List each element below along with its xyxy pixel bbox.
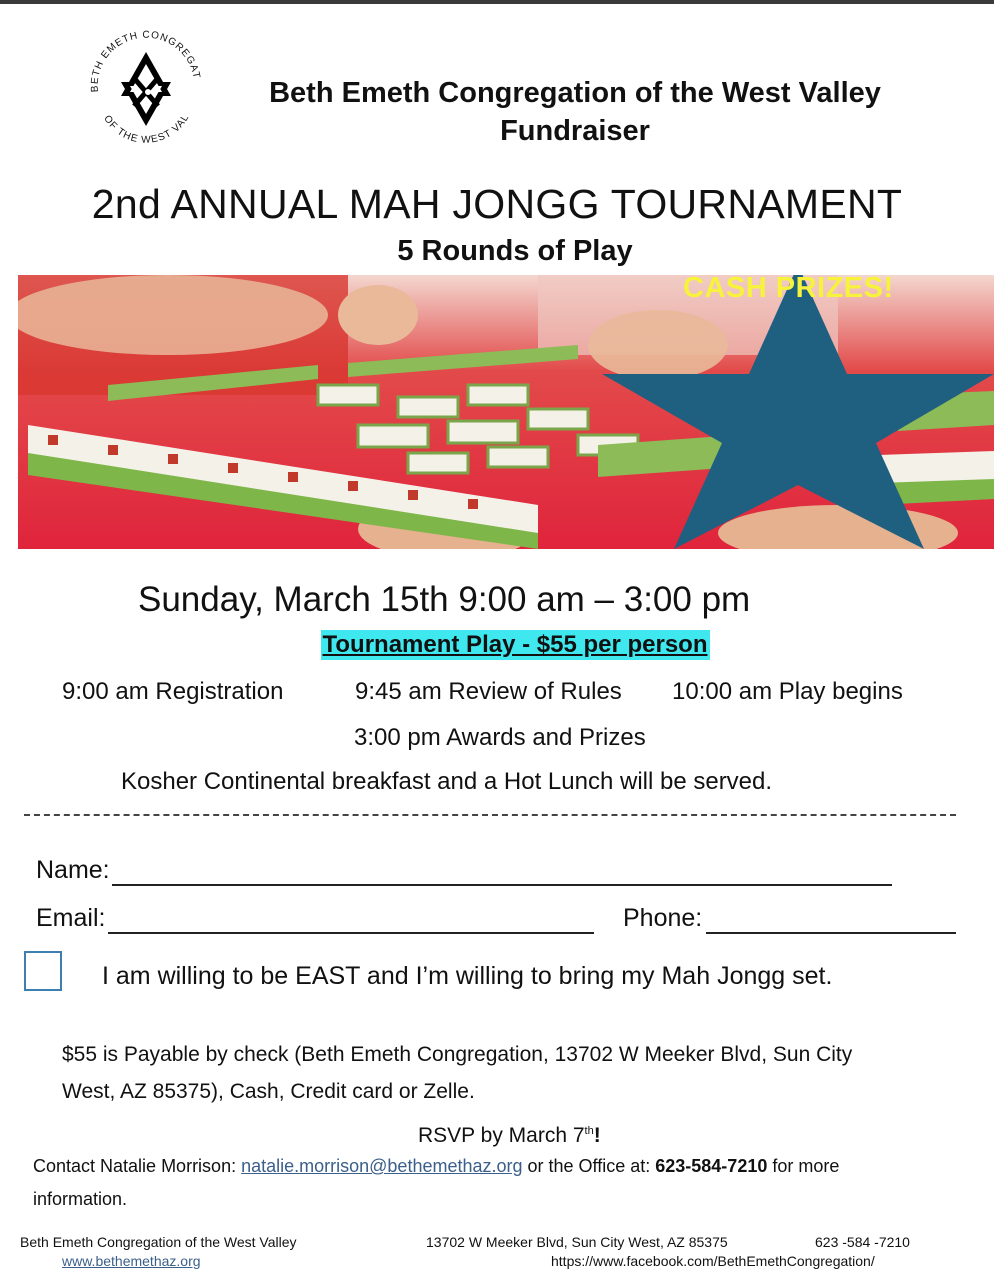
contact-info bbox=[33, 1150, 963, 1216]
rsvp-text: RSVP by March 7 bbox=[418, 1124, 585, 1147]
page-title: 2nd ANNUAL MAH JONGG TOURNAMENT bbox=[91, 181, 903, 227]
name-field[interactable] bbox=[112, 858, 892, 886]
logo-ring-text-bottom: OF THE WEST VAL bbox=[101, 112, 192, 146]
payment-text bbox=[62, 1036, 852, 1110]
food-note: Kosher Continental breakfast and a Hot Lunch will be served. bbox=[121, 768, 773, 795]
schedule-rules: 9:45 am Review of Rules bbox=[355, 678, 622, 705]
schedule-registration: 9:00 am Registration bbox=[62, 678, 284, 705]
payment-line-2: West, AZ 85375), Cash, Credit card or Zelle. bbox=[62, 1080, 475, 1103]
payment-line-1: $55 is Payable by check (Beth Emeth Congregation, 13702 W Meeker Blvd, Sun City bbox=[62, 1043, 853, 1066]
rsvp-exclaim: ! bbox=[593, 1124, 601, 1147]
price-banner-row bbox=[0, 630, 994, 660]
rsvp-superscript: th bbox=[584, 1125, 594, 1137]
email-field[interactable] bbox=[108, 906, 594, 934]
footer-website-link[interactable]: www.bethemethaz.org bbox=[62, 1253, 201, 1269]
logo-ring-text-top: BETH EMETH CONGREGAT bbox=[89, 29, 202, 93]
org-subline: Fundraiser bbox=[500, 115, 650, 147]
east-checkbox-label: I am willing to be EAST and I’m willing to bring my Mah Jongg set. bbox=[102, 962, 833, 990]
footer-org-name: Beth Emeth Congregation of the West Valley bbox=[20, 1234, 297, 1250]
contact-suffix-line-2: information. bbox=[33, 1189, 128, 1209]
price-banner: Tournament Play - $55 per person bbox=[322, 631, 708, 658]
email-label: Email: bbox=[36, 904, 106, 932]
phone-label: Phone: bbox=[623, 904, 703, 932]
rsvp-note bbox=[418, 1113, 601, 1154]
org-header bbox=[225, 74, 925, 150]
schedule-awards: 3:00 pm Awards and Prizes bbox=[354, 724, 646, 751]
contact-email-link[interactable]: natalie.morrison@bethemethaz.org bbox=[241, 1156, 523, 1176]
footer-facebook-link[interactable]: https://www.facebook.com/BethEmethCongregation/ bbox=[551, 1253, 875, 1269]
top-border bbox=[0, 0, 994, 4]
office-phone: 623-584-7210 bbox=[655, 1156, 768, 1176]
schedule-play-begins: 10:00 am Play begins bbox=[672, 678, 903, 705]
event-date-time: Sunday, March 15th 9:00 am – 3:00 pm bbox=[138, 580, 751, 619]
phone-field[interactable] bbox=[706, 906, 956, 934]
footer-address: 13702 W Meeker Blvd, Sun City West, AZ 85375 bbox=[426, 1234, 728, 1250]
cut-line-divider bbox=[24, 814, 956, 816]
page-subtitle: 5 Rounds of Play bbox=[397, 235, 633, 267]
east-checkbox[interactable] bbox=[24, 951, 62, 991]
contact-prefix: Contact Natalie Morrison: bbox=[33, 1156, 242, 1176]
org-name: Beth Emeth Congregation of the West Valley bbox=[269, 77, 881, 109]
name-label: Name: bbox=[36, 856, 110, 884]
contact-suffix: for more bbox=[767, 1156, 840, 1176]
cash-prizes-label: CASH PRIZES! bbox=[683, 272, 894, 304]
contact-middle: or the Office at: bbox=[522, 1156, 656, 1176]
footer-phone: 623 -584 -7210 bbox=[815, 1234, 910, 1250]
mahjong-hero-image bbox=[18, 275, 994, 549]
star-of-david-logo-icon bbox=[76, 22, 214, 152]
